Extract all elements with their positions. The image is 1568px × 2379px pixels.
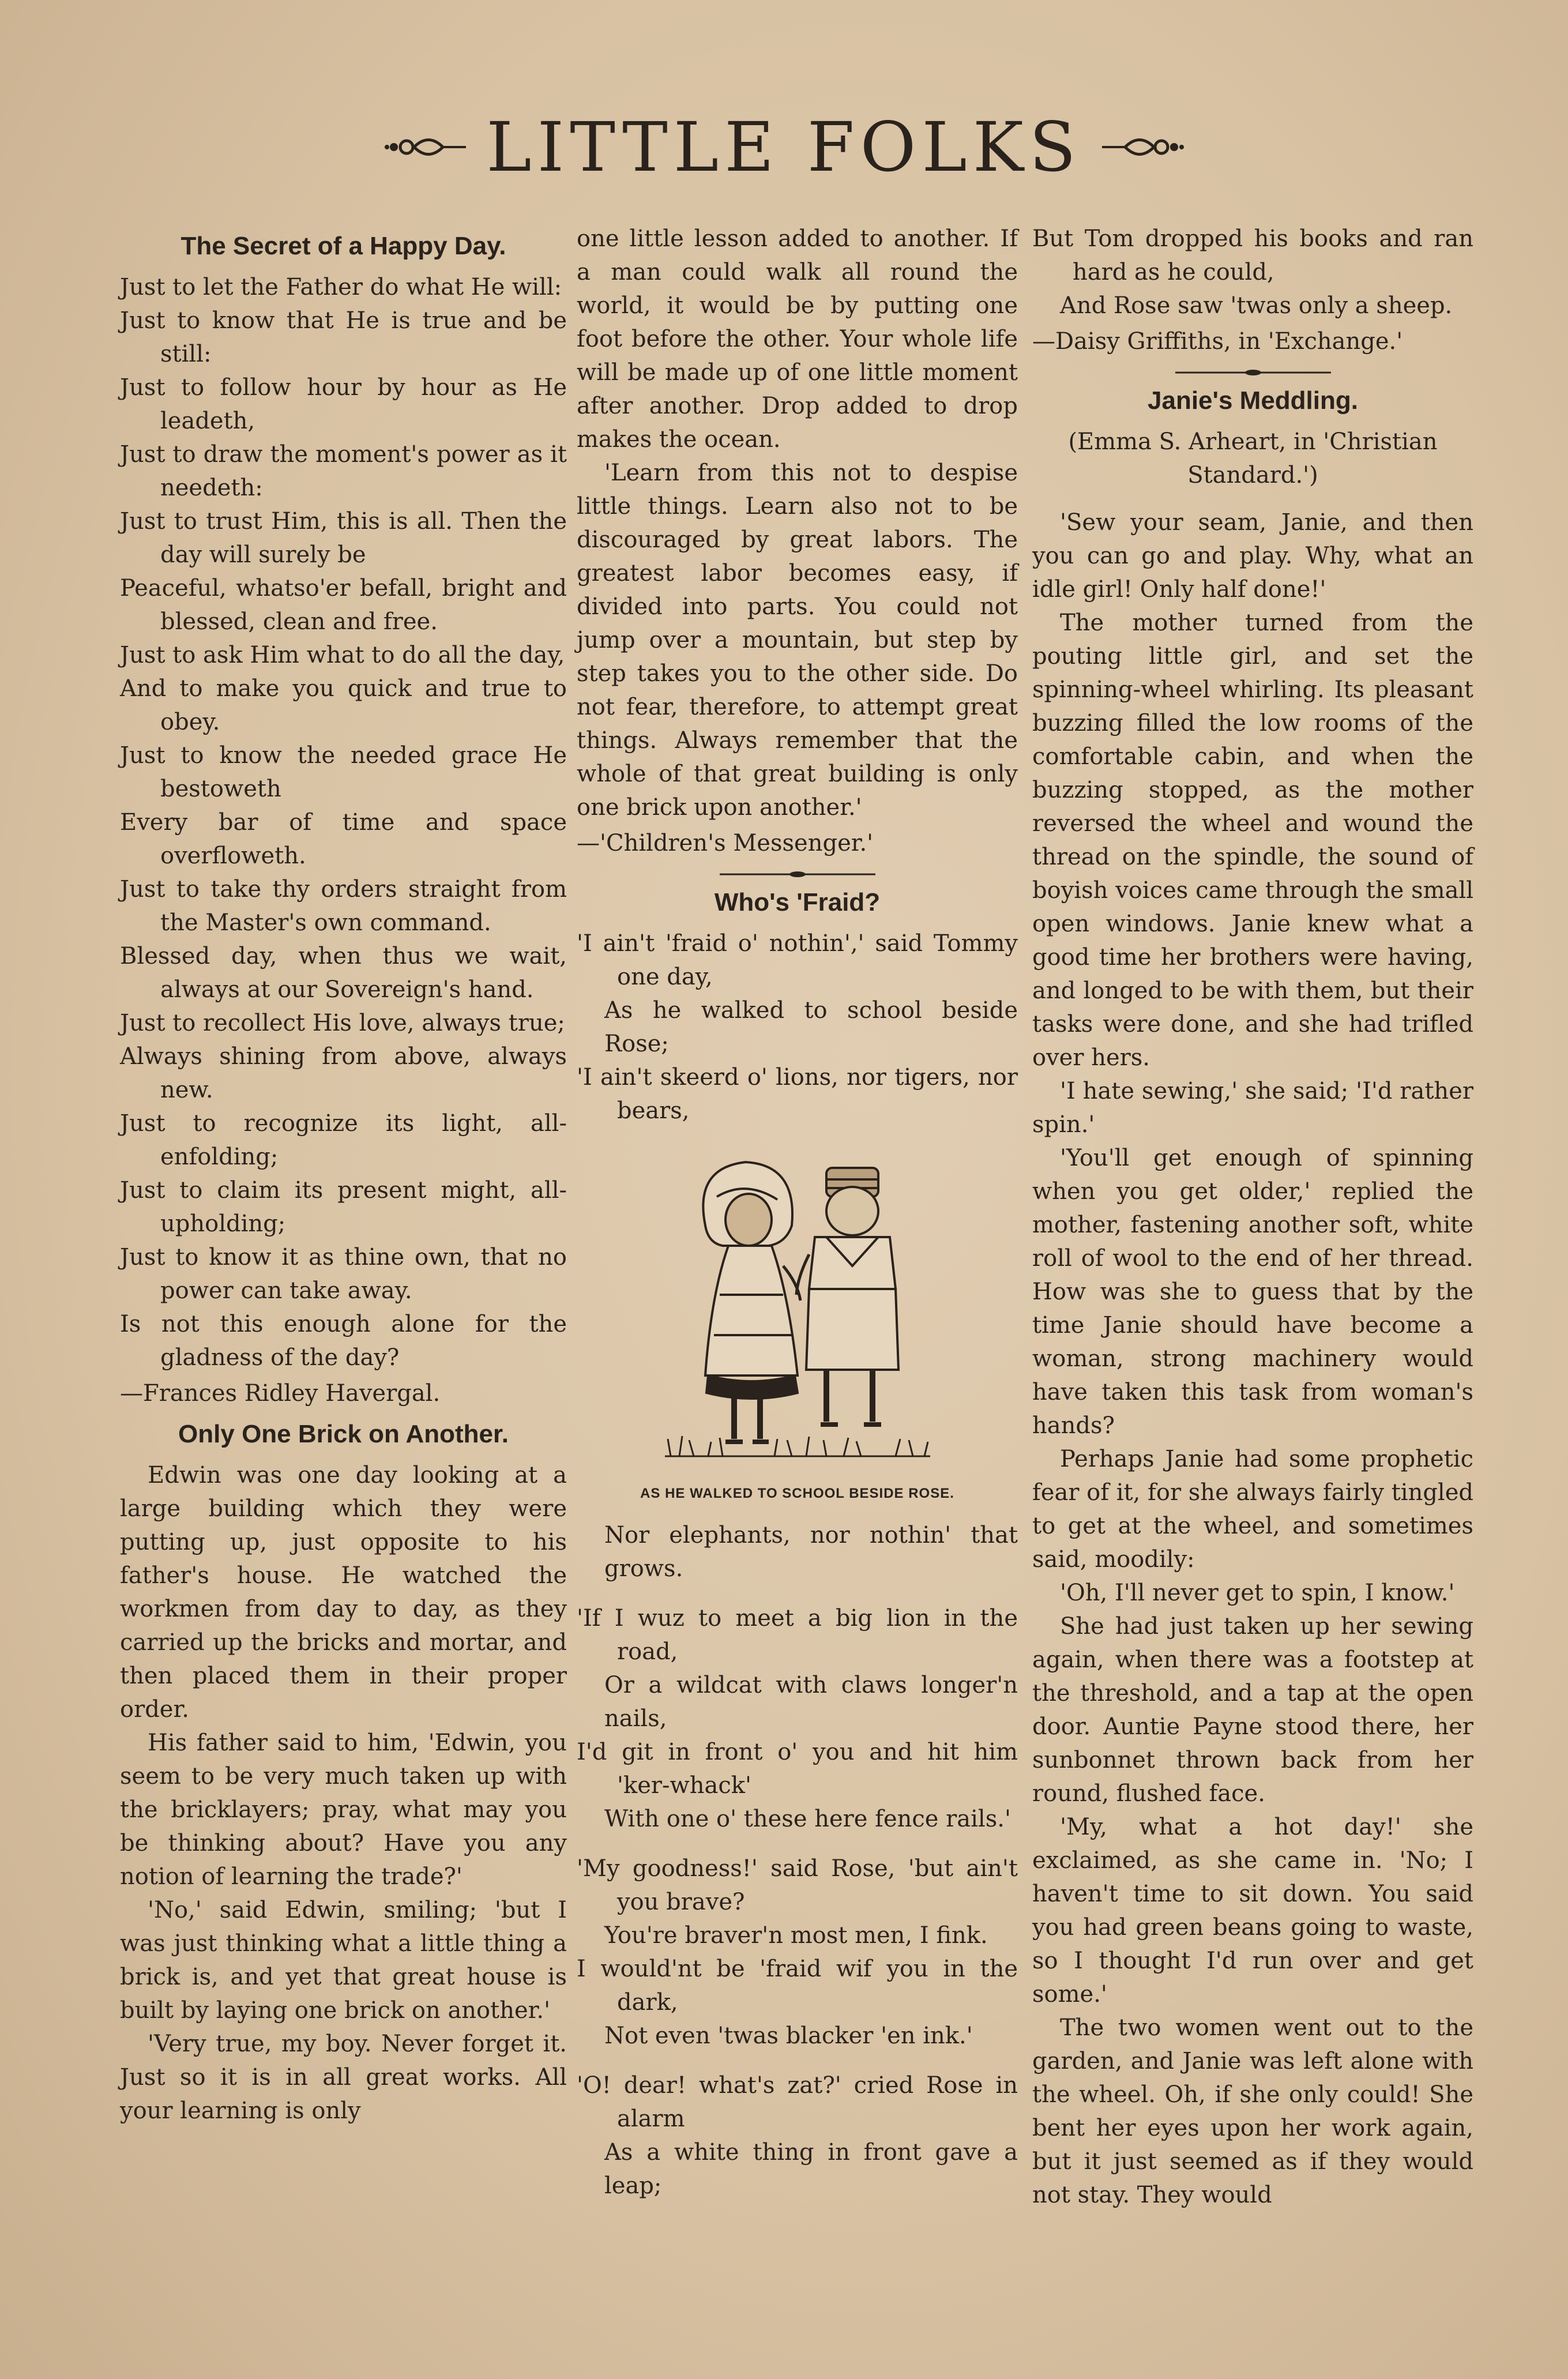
page-title: LITTLE FOLKS bbox=[486, 107, 1082, 187]
poem1-author: —Frances Ridley Havergal. bbox=[120, 1380, 441, 1407]
children-walking-illustration bbox=[653, 1145, 942, 1468]
verse-line: I would'nt be 'fraid wif you in the dark, bbox=[577, 1956, 1018, 2016]
paragraph: Edwin was one day looking at a large building which they were putting up, just opposite to his father's house. He watched the workmen from day to day, as they carried up the bricks and mortar, and then placed them in their proper order. bbox=[120, 1462, 567, 1723]
verse-line: Just to recognize its light, all-enfolding; bbox=[120, 1110, 567, 1170]
section-rule-icon bbox=[720, 870, 875, 878]
verse-line: And Rose saw 'twas only a sheep. bbox=[1060, 292, 1453, 319]
paragraph: 'No,' said Edwin, smiling; 'but I was just thinking what a little thing a brick is, and yet that great house is built by laying one brick on another.' bbox=[120, 1897, 567, 2024]
paragraph: His father said to him, 'Edwin, you seem to be very much taken up with the bricklayers; pray, what may you be thinking about? Have you any notion of learning the trade?' bbox=[120, 1730, 567, 1890]
right-ornament-icon bbox=[1099, 130, 1186, 164]
paragraph: 'Sew your seam, Janie, and then you can go and play. Why, what an idle girl! Only half done!' bbox=[1032, 509, 1473, 603]
story1-title: Only One Brick on Another. bbox=[178, 1420, 509, 1448]
verse-line: 'If I wuz to meet a big lion in the road, bbox=[577, 1605, 1018, 1665]
column-1 bbox=[120, 222, 567, 2128]
story2-title: Janie's Meddling. bbox=[1148, 386, 1358, 415]
paragraph: The two women went out to the garden, and Janie was left alone with the wheel. Oh, if she only could! She bent her eyes upon her work again, but it just seemed as if they would not stay. They would bbox=[1032, 2015, 1473, 2208]
poem2-title: Who's 'Fraid? bbox=[714, 888, 881, 916]
verse-line: Just to follow hour by hour as He leadeth, bbox=[120, 374, 567, 434]
verse-line: But Tom dropped his books and ran hard as he could, bbox=[1032, 226, 1473, 285]
verse-line: Peaceful, whatso'er befall, bright and blessed, clean and free. bbox=[120, 575, 567, 635]
verse-line: Just to draw the moment's power as it needeth: bbox=[120, 441, 567, 501]
verse-line: Just to trust Him, this is all. Then the day will surely be bbox=[120, 508, 567, 568]
verse-line: Just to know that He is true and be still: bbox=[120, 307, 567, 367]
paragraph: 'I hate sewing,' she said; 'I'd rather spin.' bbox=[1032, 1078, 1473, 1138]
paragraph: She had just taken up her sewing again, when there was a footstep at the threshold, and a tap at the open door. Auntie Payne stood there, her sunbonnet thrown back from her round, flushed face. bbox=[1032, 1613, 1473, 1807]
verse-line: Just to ask Him what to do all the day, bbox=[120, 642, 565, 668]
illustration-caption: AS HE WALKED TO SCHOOL BESIDE ROSE. bbox=[640, 1486, 954, 1501]
section-rule-icon bbox=[1175, 369, 1331, 377]
verse-line: 'I ain't skeerd o' lions, nor tigers, nor bears, bbox=[577, 1064, 1018, 1124]
verse-line: I'd git in front o' you and hit him 'ker-whack' bbox=[577, 1739, 1018, 1799]
verse-line: You're braver'n most men, I fink. bbox=[604, 1922, 988, 1949]
verse-line: Not even 'twas blacker 'en ink.' bbox=[604, 2023, 973, 2049]
verse-line: As he walked to school beside Rose; bbox=[604, 997, 1018, 1057]
verse-line: Just to know it as thine own, that no power can take away. bbox=[120, 1244, 567, 1304]
masthead bbox=[0, 104, 1568, 190]
story2-byline: (Emma S. Arheart, in 'Christian Standard.') bbox=[1068, 429, 1438, 488]
paragraph: 'Learn from this not to despise little things. Learn also not to be discouraged by great labors. The greatest labor becomes easy, if divided into parts. You could not jump over a mountain, but step by step takes you to the other side. Do not fear, therefore, to attempt great things. Always remember that the whole of that great building is only one brick upon another.' bbox=[577, 460, 1018, 821]
verse-line: Every bar of time and space overfloweth. bbox=[120, 809, 567, 869]
verse-line: With one o' these here fence rails.' bbox=[604, 1806, 1011, 1832]
verse-line: 'My goodness!' said Rose, 'but ain't you brave? bbox=[577, 1855, 1018, 1915]
paragraph: 'My, what a hot day!' she exclaimed, as she came in. 'No; I haven't time to sit down. You said you had green beans going to waste, so I thought I'd run over and get some.' bbox=[1032, 1814, 1473, 2008]
paragraph: 'Very true, my boy. Never forget it. Just so it is in all great works. All your learning is only bbox=[120, 2031, 567, 2124]
paragraph: The mother turned from the pouting little girl, and set the spinning-wheel whirling. Its pleasant buzzing filled the low rooms of the comfortable cabin, and when the buzzing stopped, as the mother reversed the wheel and wound the thread on the spindle, the sound of boyish voices came through the small open windows. Janie knew what a good time her brothers were having, and longed to be with them, but their tasks were done, and she had trifled over hers. bbox=[1032, 610, 1473, 1071]
poem1-body bbox=[120, 270, 567, 1374]
verse-line: Just to take thy orders straight from the Master's own command. bbox=[120, 876, 567, 936]
story1-source: —'Children's Messenger.' bbox=[577, 830, 874, 856]
left-ornament-icon bbox=[382, 130, 469, 164]
verse-line: And to make you quick and true to obey. bbox=[120, 675, 567, 735]
poem2-source: —Daisy Griffiths, in 'Exchange.' bbox=[1032, 328, 1403, 355]
paragraph: 'You'll get enough of spinning when you get older,' replied the mother, fastening another soft, white roll of wool to the end of her thread. How was she to guess that by the time Janie should have become a woman, strong machinery would have taken this task from woman's hands? bbox=[1032, 1145, 1473, 1439]
verse-line: 'O! dear! what's zat?' cried Rose in alarm bbox=[577, 2072, 1018, 2132]
verse-line: Just to know the needed grace He bestoweth bbox=[120, 742, 567, 802]
column-2 bbox=[577, 222, 1018, 2203]
poem1-title: The Secret of a Happy Day. bbox=[181, 232, 506, 260]
column-3 bbox=[1032, 222, 1473, 2212]
paragraph: 'Oh, I'll never get to spin, I know.' bbox=[1060, 1580, 1455, 1606]
verse-line: Just to recollect His love, always true; bbox=[120, 1010, 565, 1036]
verse-line: Is not this enough alone for the gladness of the day? bbox=[120, 1311, 567, 1371]
verse-line: Nor elephants, nor nothin' that grows. bbox=[604, 1522, 1018, 1582]
verse-line: Always shining from above, always new. bbox=[120, 1043, 567, 1103]
verse-line: Blessed day, when thus we wait, always at our Sovereign's hand. bbox=[120, 943, 567, 1003]
verse-line: 'I ain't 'fraid o' nothin',' said Tommy one day, bbox=[577, 930, 1018, 990]
paragraph: Perhaps Janie had some prophetic fear of it, for she always fairly tingled to get at the wheel, and sometimes said, moodily: bbox=[1032, 1446, 1473, 1573]
verse-line: As a white thing in front gave a leap; bbox=[604, 2139, 1018, 2199]
paragraph: one little lesson added to another. If a man could walk all round the world, it would be by putting one foot before the other. Your whole life will be made up of one little moment after another. Drop added to drop makes the ocean. bbox=[577, 226, 1018, 453]
verse-line: Just to claim its present might, all-upholding; bbox=[120, 1177, 567, 1237]
verse-line: Just to let the Father do what He will: bbox=[120, 274, 562, 300]
verse-line: Or a wildcat with claws longer'n nails, bbox=[604, 1672, 1018, 1732]
